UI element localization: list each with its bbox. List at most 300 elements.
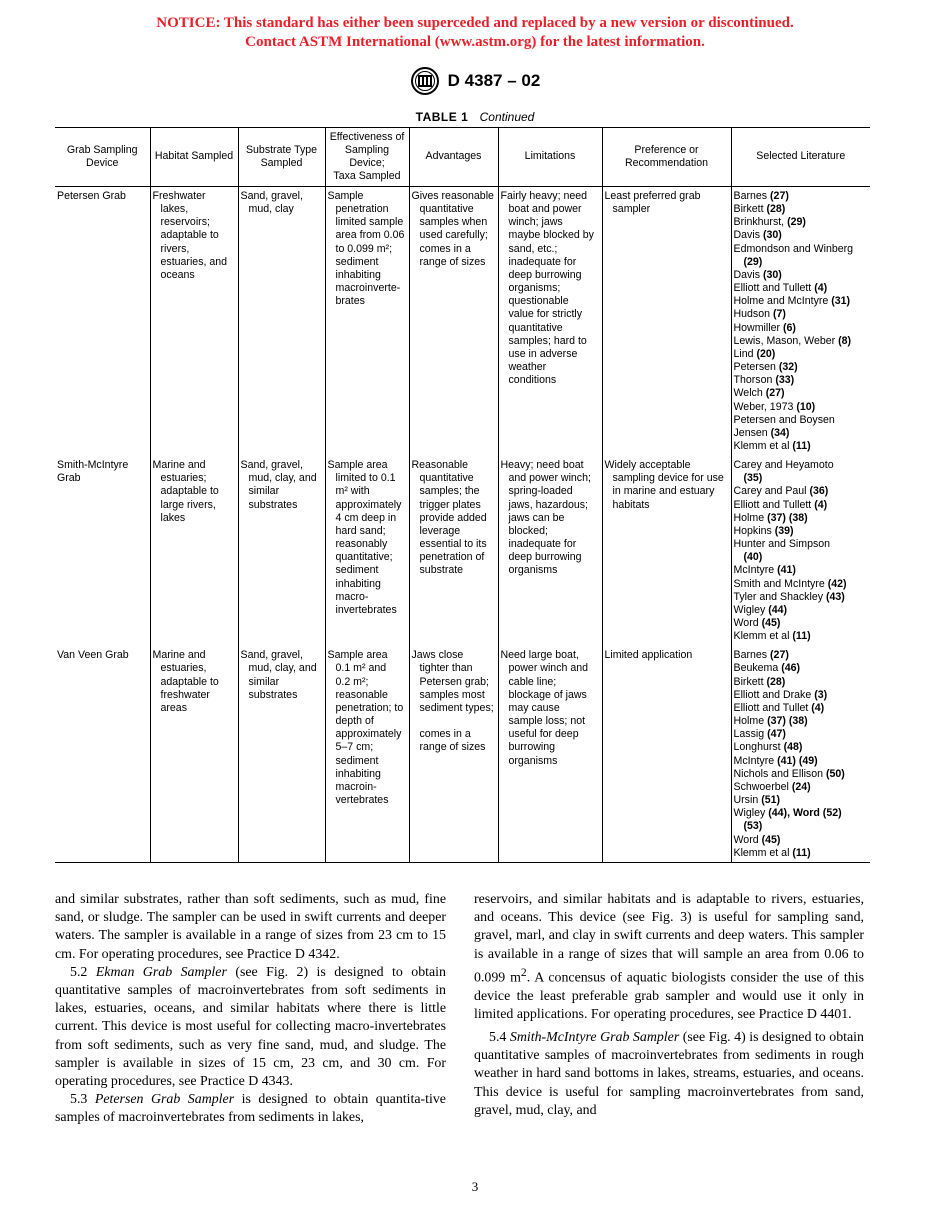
section-title: Smith-McIntyre Grab Sampler: [509, 1030, 680, 1046]
literature-author: Word: [733, 833, 759, 846]
literature-entry: [734, 427, 869, 440]
column-header-habitat: [150, 128, 238, 187]
cell-line: Widely acceptable: [604, 459, 691, 472]
cell-line: rivers,: [160, 242, 190, 255]
literature-author: Welch: [733, 387, 763, 400]
cell-line: inadequate for: [508, 538, 577, 551]
literature-entry: [734, 308, 869, 321]
cell-line: quantitative: [508, 321, 563, 334]
cell-line: Gives reasonable: [411, 190, 494, 202]
cell-line: freshwater: [160, 688, 210, 701]
literature-entry: [734, 676, 869, 689]
cell-line: macroin-: [335, 780, 377, 793]
cell-line: inadequate for: [508, 255, 577, 268]
literature-reference: (35): [743, 472, 763, 485]
paragraph-5-2: [55, 964, 446, 1091]
cell-line: sand, etc.;: [508, 242, 558, 255]
literature-author: Tyler and Shackley: [733, 590, 824, 603]
literature-entry: [734, 525, 869, 538]
cell-line: range of sizes: [419, 255, 486, 268]
literature-reference: (4): [814, 282, 828, 295]
cell-line: value for strictly: [508, 308, 583, 321]
cell-line: area from 0.06: [335, 229, 405, 242]
literature-reference: (30): [762, 229, 782, 242]
cell-line: Marine and: [152, 649, 206, 662]
literature-author: Elliott and Tullet: [733, 701, 809, 714]
cell-line: sediment types;: [419, 701, 494, 714]
paragraph-5-3: [55, 1091, 446, 1127]
cell-line: deep burrowing: [508, 551, 582, 564]
cell-line: Marine and: [152, 459, 206, 472]
literature-author: Smith and McIntyre: [733, 577, 825, 590]
body-column-right: [474, 891, 864, 1120]
literature-reference: (28): [766, 203, 786, 216]
cell-line: boat and power: [508, 203, 582, 216]
cell-line: comes in a: [419, 242, 471, 255]
literature-reference: (11): [792, 630, 811, 643]
cell-line: reasonable: [335, 688, 388, 701]
literature-entry: [734, 630, 869, 643]
cell-line: depth of: [335, 715, 374, 728]
literature-entry: [734, 847, 869, 860]
literature-author: Holme: [733, 511, 765, 524]
cell-line: reservoirs;: [160, 216, 210, 229]
column-header-line: Limitations: [524, 150, 576, 163]
cell-line: sediment: [335, 564, 379, 577]
literature-author: Schwoerbel: [733, 780, 789, 793]
cell-line: sampler: [612, 203, 651, 216]
cell-preference: [602, 646, 731, 862]
section-title: Petersen Grab Sampler: [94, 1092, 235, 1108]
cell-line: penetration; to: [335, 701, 404, 714]
literature-reference: (50): [825, 767, 845, 780]
section-title: Ekman Grab Sampler: [95, 964, 227, 980]
cell-limitations: [498, 456, 602, 646]
literature-author: Hopkins: [733, 524, 772, 537]
cell-line: adaptable to: [160, 229, 219, 242]
cell-line: quantitative: [419, 203, 474, 216]
cell-line: jaws can be: [508, 511, 565, 524]
literature-entry: [734, 755, 869, 768]
column-header-device: [55, 128, 150, 187]
literature-entry: [734, 551, 869, 564]
cell-line: Smith-McIntyre: [57, 459, 129, 472]
cell-line: winch; jaws: [508, 216, 563, 229]
literature-reference: (41): [777, 564, 796, 577]
notice-line-1: NOTICE: This standard has either been superceded and replaced by a new version or discontinued.: [156, 15, 794, 31]
literature-author: Brinkhurst,: [733, 216, 785, 229]
cell-line: and power winch;: [508, 472, 591, 485]
cell-line: 0.1 m² and: [335, 662, 387, 675]
cell-line: quantitative: [419, 472, 474, 485]
table-header-row: [55, 128, 870, 187]
literature-author: Petersen and Boysen: [733, 413, 835, 426]
cell-line: maybe blocked by: [508, 229, 594, 242]
literature-reference: (37) (38): [767, 715, 808, 728]
paragraph-continuation: and similar substrates, rather than soft sediments, such as mud, fine sand, or sludge. The sampler can be used in swift currents and deeper waters. The sampler is available in a range of sizes from 23 cm to 15 cm. For operating procedures, see Practice D 4342.: [55, 892, 446, 962]
cell-line: sample loss; not: [508, 715, 586, 728]
standard-designation: D 4387 – 02: [447, 71, 541, 90]
literature-reference: (48): [783, 741, 803, 754]
cell-line: Sand, gravel,: [240, 190, 303, 202]
literature-entry: [734, 485, 869, 498]
literature-entry: [734, 322, 869, 335]
literature-author: Elliott and Tullett: [733, 498, 812, 511]
cell-line: large rivers,: [160, 498, 216, 511]
literature-author: Beukema: [733, 662, 779, 675]
cell-line: organisms: [508, 564, 558, 577]
literature-author: Hudson: [733, 308, 771, 321]
page-number: 3: [471, 1179, 479, 1194]
literature-author: Petersen: [733, 361, 776, 374]
literature-author: Barnes: [733, 649, 768, 662]
cell-line: mud, clay, and: [248, 472, 317, 485]
literature-reference: (10): [796, 400, 816, 413]
section-number: 5.4: [489, 1030, 507, 1046]
cell-line: habitats: [612, 498, 650, 511]
literature-entry: [734, 728, 869, 741]
cell-line: Least preferred grab: [604, 190, 701, 202]
literature-author: Howmiller: [733, 321, 780, 334]
cell-line: organisms: [508, 754, 558, 767]
literature-reference: (43): [825, 590, 845, 603]
cell-line: 0.2 m²;: [335, 675, 369, 688]
cell-line: inhabiting: [335, 767, 381, 780]
literature-author: Jensen: [733, 426, 768, 439]
literature-reference: (11): [792, 439, 811, 452]
literature-author: Barnes: [733, 190, 768, 202]
column-header-literature: [731, 128, 870, 187]
literature-entry: [734, 564, 869, 577]
table-caption-continued: Continued: [479, 110, 535, 124]
literature-entry: [734, 538, 869, 551]
section-text: is designed to obtain quantita-tive samples of macroinvertebrates from sediments in lakes,: [55, 1092, 446, 1126]
cell-line: invertebrates: [335, 603, 397, 616]
cell-line: penetration: [335, 203, 389, 216]
literature-author: Lassig: [733, 728, 765, 741]
literature-entry: [734, 794, 869, 807]
cell-advantages: [409, 187, 498, 457]
paragraph-5-3-continued: [474, 891, 864, 1024]
literature-author: Lind: [733, 347, 754, 360]
literature-reference: (51): [761, 794, 781, 807]
cell-line: samples when: [419, 216, 488, 229]
column-header-line: Grab Sampling: [66, 143, 138, 156]
cell-line: Sample: [327, 190, 364, 202]
cell-line: burrowing: [508, 741, 556, 754]
column-header-advantages: [409, 128, 498, 187]
cell-limitations: [498, 646, 602, 862]
column-header-line: Selected Literature: [756, 150, 846, 163]
cell-line: sampling device for use: [612, 472, 724, 485]
literature-entry: [734, 617, 869, 630]
cell-limitations: [498, 187, 602, 457]
cell-line: range of sizes: [419, 741, 486, 754]
column-header-line: Effectiveness of: [329, 130, 405, 143]
literature-author: Holme: [733, 715, 765, 728]
column-header-line: Recommendation: [624, 157, 709, 169]
cell-line: to 0.099 m²;: [335, 242, 393, 255]
cell-line: oceans: [160, 268, 195, 281]
literature-entry: [734, 190, 869, 203]
table-caption-label: TABLE 1: [415, 110, 469, 124]
cell-line: Petersen grab;: [419, 675, 489, 688]
literature-reference: (47): [767, 728, 786, 741]
literature-entry: [734, 604, 869, 617]
cell-line: Fairly heavy; need: [500, 190, 588, 202]
literature-entry: [734, 440, 869, 453]
cell-line: substrate: [419, 564, 464, 577]
literature-entry: [734, 374, 869, 387]
cell-line: vertebrates: [335, 794, 389, 807]
literature-reference: (20): [756, 347, 776, 360]
cell-line: Limited application: [604, 649, 693, 662]
cell-line: Sample area: [327, 649, 388, 662]
literature-entry: [734, 387, 869, 400]
literature-author: Wigley: [733, 603, 766, 616]
cell-line: leverage: [419, 524, 461, 537]
cell-habitat: [150, 187, 238, 457]
cell-line: Van Veen Grab: [57, 649, 129, 662]
cell-line: weather: [508, 361, 547, 374]
literature-reference: (45): [761, 833, 781, 846]
cell-line: penetration of: [419, 551, 485, 564]
literature-reference: (29): [743, 255, 763, 268]
notice-banner: [0, 14, 950, 52]
cell-line: Heavy; need boat: [500, 459, 584, 472]
cell-line: inhabiting: [335, 577, 381, 590]
cell-line: sediment: [335, 754, 379, 767]
cell-line: approximately: [335, 728, 402, 741]
table-row: [55, 187, 870, 457]
column-header-line: Device;: [349, 157, 385, 169]
cell-line: provide added: [419, 511, 487, 524]
literature-reference: (28): [766, 675, 786, 688]
literature-reference: (36): [809, 485, 829, 498]
cell-line: brates: [335, 295, 365, 308]
cell-line: samples; hard to: [508, 334, 587, 347]
literature-reference: (27): [770, 190, 789, 202]
literature-entry: [734, 282, 869, 295]
cell-line: hard sand;: [335, 524, 386, 537]
literature-entry: [734, 269, 869, 282]
cell-line: deep burrowing: [508, 268, 582, 281]
literature-author: Birkett: [733, 675, 764, 688]
section-text: . A concensus of aquatic biologists consider the use of this device the least preferable grab sampler and would use it only in limited applications. For operating procedures, see Practice D 4401.: [474, 970, 865, 1022]
literature-reference: (39): [774, 524, 794, 537]
cell-effectiveness: [325, 646, 409, 862]
literature-entry: [734, 512, 869, 525]
cell-line: substrates: [248, 688, 298, 701]
literature-author: Holme and McIntyre: [733, 295, 829, 308]
literature-reference: (37) (38): [767, 511, 808, 524]
literature-entry: [734, 459, 869, 472]
literature-reference: (6): [782, 321, 796, 334]
literature-author: Carey and Paul: [733, 485, 807, 498]
cell-line: Sample area: [327, 459, 388, 472]
column-header-effectiveness: [325, 128, 409, 187]
cell-line: m² with: [335, 485, 370, 498]
literature-entry: [734, 578, 869, 591]
literature-entry: [734, 649, 869, 662]
literature-entry: [734, 820, 869, 833]
cell-substrate: [238, 456, 325, 646]
cell-line: blockage of jaws: [508, 688, 587, 701]
cell-preference: [602, 456, 731, 646]
literature-entry: [734, 348, 869, 361]
section-text: (see Fig. 2) is designed to obtain quantitative samples of macroinvertebrates from soft sediments in lakes, estuaries, oceans, and similar habitats where there is little current. This device is most useful for collecting macro-invertebrates from soft sediments, such as very fine sand, mud, and sludge. The sampler is available in sizes of 15 cm, 23 cm, and 30 cm. For operating procedures, see Practice D 4343.: [55, 964, 446, 1090]
cell-line: in marine and estuary: [612, 485, 715, 498]
cell-line: Freshwater: [152, 190, 206, 202]
literature-entry: [734, 768, 869, 781]
literature-reference: (7): [772, 308, 786, 321]
cell-line: Sand, gravel,: [240, 459, 303, 472]
cell-line: mud, clay, and: [248, 662, 317, 675]
literature-reference: (53): [743, 820, 763, 833]
cell-line: lakes,: [160, 203, 189, 216]
cell-line: adaptable to: [160, 675, 219, 688]
literature-reference: (24): [791, 780, 811, 793]
cell-preference: [602, 187, 731, 457]
literature-entry: [734, 243, 869, 256]
cell-line: estuaries, and: [160, 255, 228, 268]
cell-device: [55, 456, 150, 646]
literature-reference: (8): [838, 334, 852, 347]
superscript: 2: [520, 965, 527, 979]
cell-line: used carefully;: [419, 229, 488, 242]
literature-entry: [734, 741, 869, 754]
literature-entry: [734, 295, 869, 308]
literature-entry: [734, 781, 869, 794]
cell-line: Need large boat,: [500, 649, 579, 662]
literature-entry: [734, 361, 869, 374]
literature-author: Davis: [733, 229, 760, 242]
cell-habitat: [150, 456, 238, 646]
literature-entry: [734, 229, 869, 242]
cell-line: approximately: [335, 498, 402, 511]
cell-line: cable line;: [508, 675, 557, 688]
literature-reference: (33): [775, 374, 795, 387]
column-header-line: Advantages: [425, 150, 482, 163]
cell-effectiveness: [325, 456, 409, 646]
column-header-line: Preference or: [634, 143, 699, 156]
cell-line: Reasonable: [411, 459, 469, 472]
body-column-left: [55, 891, 446, 1128]
cell-line: questionable: [508, 295, 569, 308]
literature-author: Edmondson and Winberg: [733, 242, 854, 255]
column-header-substrate: [238, 128, 325, 187]
literature-author: Nichols and Ellison: [733, 767, 824, 780]
literature-reference: (27): [770, 649, 789, 662]
cell-substrate: [238, 646, 325, 862]
literature-author: Weber, 1973: [733, 400, 794, 413]
literature-reference: (31): [831, 295, 851, 308]
paragraph-5-4: [474, 1029, 864, 1120]
table-caption: [0, 110, 950, 124]
literature-author: Klemm et al: [733, 846, 790, 859]
literature-entry: [734, 472, 869, 485]
cell-literature: [731, 456, 870, 646]
cell-line: Sand, gravel,: [240, 649, 303, 662]
cell-line: estuaries;: [160, 472, 207, 485]
cell-line: areas: [160, 701, 187, 714]
literature-author: Thorson: [733, 374, 773, 387]
cell-line: 5–7 cm;: [335, 741, 374, 754]
cell-line: macroinverte-: [335, 282, 401, 295]
literature-entry: [734, 715, 869, 728]
literature-reference: (42): [827, 577, 847, 590]
column-header-preference: [602, 128, 731, 187]
literature-reference: (11): [792, 846, 811, 859]
cell-line: tighter than: [419, 662, 473, 675]
column-header-line: Habitat Sampled: [154, 150, 234, 163]
literature-author: Carey and Heyamoto: [733, 459, 834, 472]
literature-entry: [734, 662, 869, 675]
cell-line: mud, clay: [248, 203, 294, 216]
cell-substrate: [238, 187, 325, 457]
cell-line: blocked;: [508, 524, 548, 537]
cell-line: adaptable to: [160, 485, 219, 498]
cell-line: trigger plates: [419, 498, 481, 511]
cell-line: comes in a: [419, 728, 471, 741]
column-header-line: Taxa Sampled: [333, 170, 401, 183]
literature-author: Elliott and Tullett: [733, 282, 812, 295]
literature-reference: (46): [781, 662, 801, 675]
cell-line: sediment: [335, 255, 379, 268]
table-row: [55, 456, 870, 646]
literature-reference: (34): [770, 426, 790, 439]
cell-line: Jaws close: [411, 649, 464, 662]
literature-author: Ursin: [733, 794, 759, 807]
literature-entry: [734, 216, 869, 229]
cell-line: macro-: [335, 590, 369, 603]
cell-line: use in adverse: [508, 347, 578, 360]
section-number: 5.3: [70, 1092, 88, 1108]
column-header-limitations: [498, 128, 602, 187]
literature-reference: (4): [811, 701, 825, 714]
literature-entry: [734, 203, 869, 216]
cell-line: similar: [248, 675, 280, 688]
astm-logo-icon: [410, 66, 440, 96]
cell-line: lakes: [160, 511, 186, 524]
cell-line: useful for deep: [508, 728, 579, 741]
literature-author: Longhurst: [733, 741, 781, 754]
literature-reference: (4): [814, 498, 828, 511]
literature-author: McIntyre: [733, 754, 775, 767]
cell-line: substrates: [248, 498, 298, 511]
literature-reference: (29): [787, 216, 806, 229]
column-header-line: Device: [86, 157, 119, 169]
cell-device: [55, 187, 150, 457]
literature-entry: [734, 256, 869, 269]
table-row: [55, 646, 870, 862]
column-header-line: Sampled: [260, 157, 303, 169]
literature-author: Birkett: [733, 203, 764, 216]
cell-line: essential to its: [419, 538, 487, 551]
standard-header: [0, 66, 950, 96]
cell-line: samples; the: [419, 485, 480, 498]
literature-reference: (44): [768, 603, 788, 616]
cell-line: organisms;: [508, 282, 561, 295]
cell-literature: [731, 187, 870, 457]
cell-line: Grab: [57, 472, 81, 485]
notice-line-2: Contact ASTM International (www.astm.org) for the latest information.: [245, 34, 705, 50]
literature-entry: [734, 414, 869, 427]
cell-line: spring-loaded: [508, 485, 573, 498]
cell-line: inhabiting: [335, 268, 381, 281]
cell-advantages: [409, 646, 498, 862]
literature-author: Wigley: [733, 807, 766, 820]
